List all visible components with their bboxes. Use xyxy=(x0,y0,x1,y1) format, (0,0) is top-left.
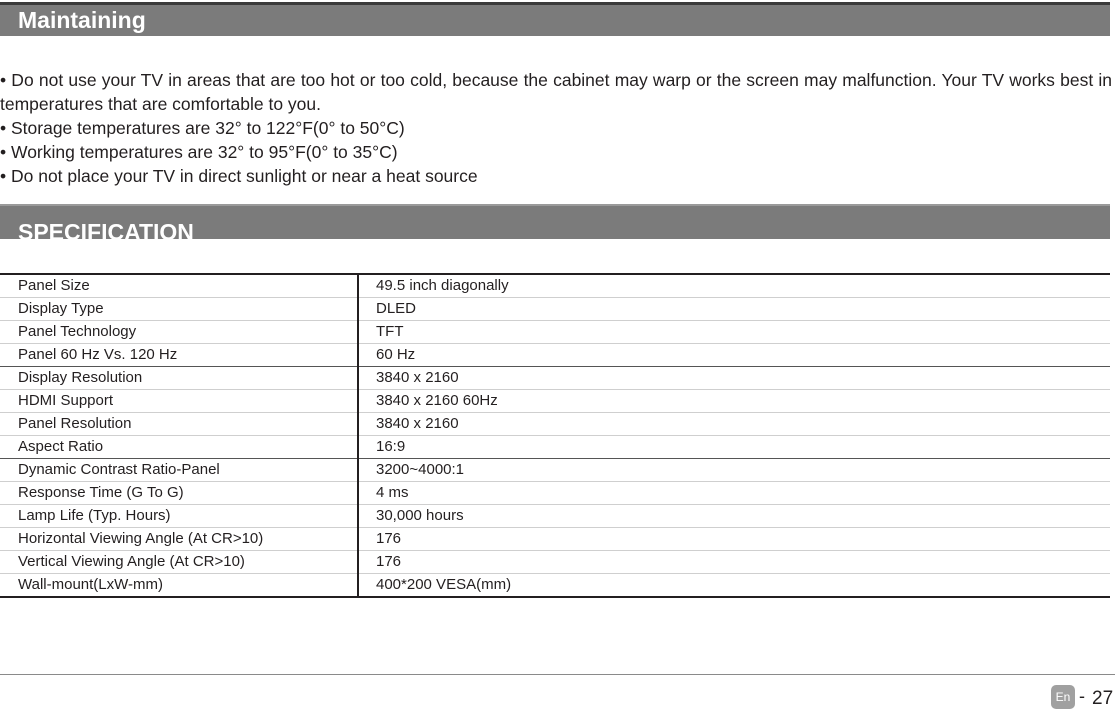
table-row xyxy=(0,367,1110,390)
spec-label: Display Resolution xyxy=(0,367,358,390)
table-row xyxy=(0,505,1110,528)
specification-heading-banner xyxy=(0,204,1110,239)
maintaining-line: • Do not place your TV in direct sunlight or near a heat source xyxy=(0,166,478,186)
spec-value: 3200~4000:1 xyxy=(358,459,1110,482)
spec-label: Aspect Ratio xyxy=(0,436,358,459)
table-row xyxy=(0,574,1110,598)
spec-value: DLED xyxy=(358,298,1110,321)
spec-value: 3840 x 2160 xyxy=(358,413,1110,436)
spec-label: Horizontal Viewing Angle (At CR>10) xyxy=(0,528,358,551)
language-badge: En xyxy=(1051,685,1075,709)
spec-label: Vertical Viewing Angle (At CR>10) xyxy=(0,551,358,574)
spec-label: Panel Technology xyxy=(0,321,358,344)
table-row xyxy=(0,551,1110,574)
table-row xyxy=(0,298,1110,321)
table-row xyxy=(0,482,1110,505)
spec-value: 176 xyxy=(358,528,1110,551)
spec-label: Lamp Life (Typ. Hours) xyxy=(0,505,358,528)
table-row xyxy=(0,436,1110,459)
spec-label: HDMI Support xyxy=(0,390,358,413)
table-row xyxy=(0,321,1110,344)
footer-divider xyxy=(0,674,1115,675)
table-row xyxy=(0,274,1110,298)
spec-value: 30,000 hours xyxy=(358,505,1110,528)
spec-value: 16:9 xyxy=(358,436,1110,459)
spec-label: Response Time (G To G) xyxy=(0,482,358,505)
maintaining-heading-banner xyxy=(0,2,1110,36)
spec-label: Panel Size xyxy=(0,274,358,298)
spec-label: Display Type xyxy=(0,298,358,321)
spec-value: 4 ms xyxy=(358,482,1110,505)
spec-label: Panel 60 Hz Vs. 120 Hz xyxy=(0,344,358,367)
spec-value: 49.5 inch diagonally xyxy=(358,274,1110,298)
table-row xyxy=(0,344,1110,367)
specification-heading: SPECIFICATION xyxy=(18,219,194,239)
maintaining-line: • Storage temperatures are 32° to 122°F(0° to 50°C) xyxy=(0,118,405,138)
spec-label: Wall-mount(LxW-mm) xyxy=(0,574,358,598)
spec-value: 3840 x 2160 60Hz xyxy=(358,390,1110,413)
spec-label: Dynamic Contrast Ratio-Panel xyxy=(0,459,358,482)
spec-value: 176 xyxy=(358,551,1110,574)
maintaining-heading: Maintaining xyxy=(18,7,146,33)
table-row xyxy=(0,390,1110,413)
page-number-separator: - xyxy=(1079,686,1085,706)
specification-table xyxy=(0,273,1110,598)
spec-value: 60 Hz xyxy=(358,344,1110,367)
spec-value: 3840 x 2160 xyxy=(358,367,1110,390)
table-row xyxy=(0,459,1110,482)
maintaining-text xyxy=(0,68,1112,188)
page-number: 27 xyxy=(1092,688,1114,709)
table-row xyxy=(0,528,1110,551)
maintaining-line: • Working temperatures are 32° to 95°F(0° to 35°C) xyxy=(0,142,398,162)
spec-label: Panel Resolution xyxy=(0,413,358,436)
table-row xyxy=(0,413,1110,436)
spec-value: TFT xyxy=(358,321,1110,344)
spec-value: 400*200 VESA(mm) xyxy=(358,574,1110,598)
maintaining-line: • Do not use your TV in areas that are too hot or too cold, because the cabinet may warp or the screen may malfunction. Your TV works best in temperatures that are comfortable to you. xyxy=(0,70,1112,114)
